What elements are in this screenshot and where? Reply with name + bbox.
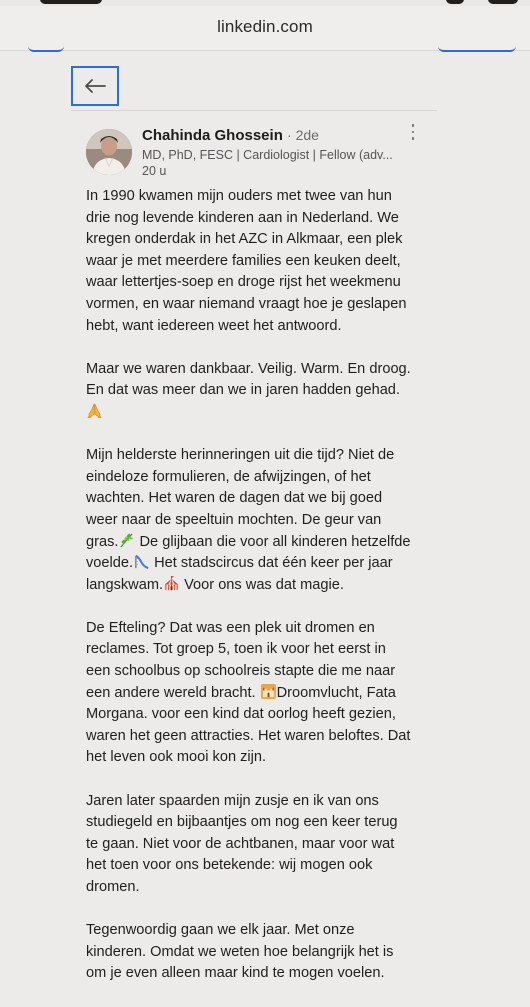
text-segment: Voor ons was dat magie. [180,576,344,593]
more-options-button[interactable] [404,124,422,140]
status-bar-cropped [0,0,530,6]
text-segment: voelde. [86,555,134,572]
header-divider [71,110,437,111]
status-battery-cropped [488,0,518,4]
post-paragraph [86,618,436,769]
text-line: Maar we waren dankbaar. Veilig. Warm. En droog. [86,360,411,377]
post-timestamp: 20 u [142,164,167,178]
text-line: In 1990 kwamen mijn ouders met twee van hun [86,188,392,204]
post-paragraph [86,186,436,337]
more-dot [412,131,415,134]
text-segment: Droomvlucht, Fata [276,684,396,701]
text-segment: Het stadscircus dat één keer per jaar [150,555,393,572]
status-signal-cropped [446,0,464,4]
post-paragraph [86,920,436,985]
text-segment: gras. [86,533,119,550]
text-line: vormen, en waar niemand vraagt hoe je geslapen [86,295,407,312]
browser-left-control[interactable] [28,45,64,52]
text-line [86,553,436,575]
author-avatar[interactable] [86,129,132,175]
text-line: De Efteling? Dat was een plek uit dromen en [86,619,375,636]
text-line: weer naar de speeltuin mochten. De geur van [86,511,382,528]
text-line: wachten. Het waren de dagen dat we bij goed [86,490,383,507]
text-line: kinderen. Omdat we weten hoe belangrijk het is [86,943,394,960]
avatar-image [86,129,132,175]
text-segment: een andere wereld bracht. [86,684,260,701]
text-line: reclames. Tot groep 5, toen ik voor het eerst in [86,641,386,658]
post-paragraph [86,445,436,596]
text-line: En dat was meer dan we in jaren hadden gehad. [86,382,400,399]
folded-hands-emoji [86,402,103,419]
playground-slide-emoji [133,553,150,570]
text-line: drie nog levende kinderen aan in Nederland. We [86,209,399,226]
post-paragraph [86,791,436,899]
text-line: eindeloze formulieren, de afwijzingen, of het [86,468,371,485]
text-line [86,683,436,705]
more-dot [412,137,415,140]
text-line: dromen. [86,879,140,895]
url-text[interactable]: linkedin.com [217,17,313,36]
status-time-cropped [40,0,102,4]
text-line: Mijn helderste herinneringen uit die tijd? Niet de [86,447,395,464]
connection-degree: · 2de [287,127,319,143]
author-name[interactable]: Chahinda Ghossein [142,127,283,144]
text-line: waren het geen attracties. Het waren beloftes. Dat [86,727,411,744]
text-line: waar je met meerdere families een keuken deelt, [86,252,401,269]
text-line: Morgana. voor een kind dat oorlog heeft gezien, [86,706,396,723]
arrow-left-icon [83,78,107,94]
text-line: waar lettertjes-soep en droge rijst het weekmenu [86,274,401,291]
browser-address-bar[interactable] [0,0,530,51]
text-line [86,532,436,554]
text-line: studiegeld en bijbaantjes om nog een keer terug [86,814,398,831]
author-headline: MD, PhD, FESC | Cardiologist | Fellow (adv... [142,148,393,162]
emoji-line [86,402,436,424]
author-name-row[interactable] [142,127,319,144]
text-line: kregen onderdak in het AZC in Alkmaar, een plek [86,231,403,248]
text-line: een schoolbus op schoolreis stapte die me naar [86,663,396,680]
text-line: te gaan. Niet voor de achtbanen, maar voor wat [86,835,395,852]
castle-emoji [260,683,277,700]
herb-emoji [118,532,135,549]
text-segment: langskwam. [86,576,164,593]
text-line [86,575,436,597]
back-button[interactable] [71,66,119,106]
text-line: Jaren later spaarden mijn zusje en ik van ons [86,792,379,809]
text-line: het leven ook mooi kon zijn. [86,749,267,766]
post-paragraph [86,359,436,424]
post-text [86,186,436,1007]
text-line: Tegenwoordig gaan we elk jaar. Met onze [86,922,355,939]
browser-right-control[interactable] [438,45,516,52]
more-vertical-icon [412,124,415,127]
text-line: hebt, want iedereen weet het antwoord. [86,317,342,334]
text-line: het toen voor ons betekende: wij mogen ook [86,857,373,874]
text-line: om je even alleen maar kind te mogen voelen. [86,965,385,982]
text-segment: De glijbaan die voor all kinderen hetzelfde [135,533,411,550]
circus-tent-emoji [163,575,180,592]
